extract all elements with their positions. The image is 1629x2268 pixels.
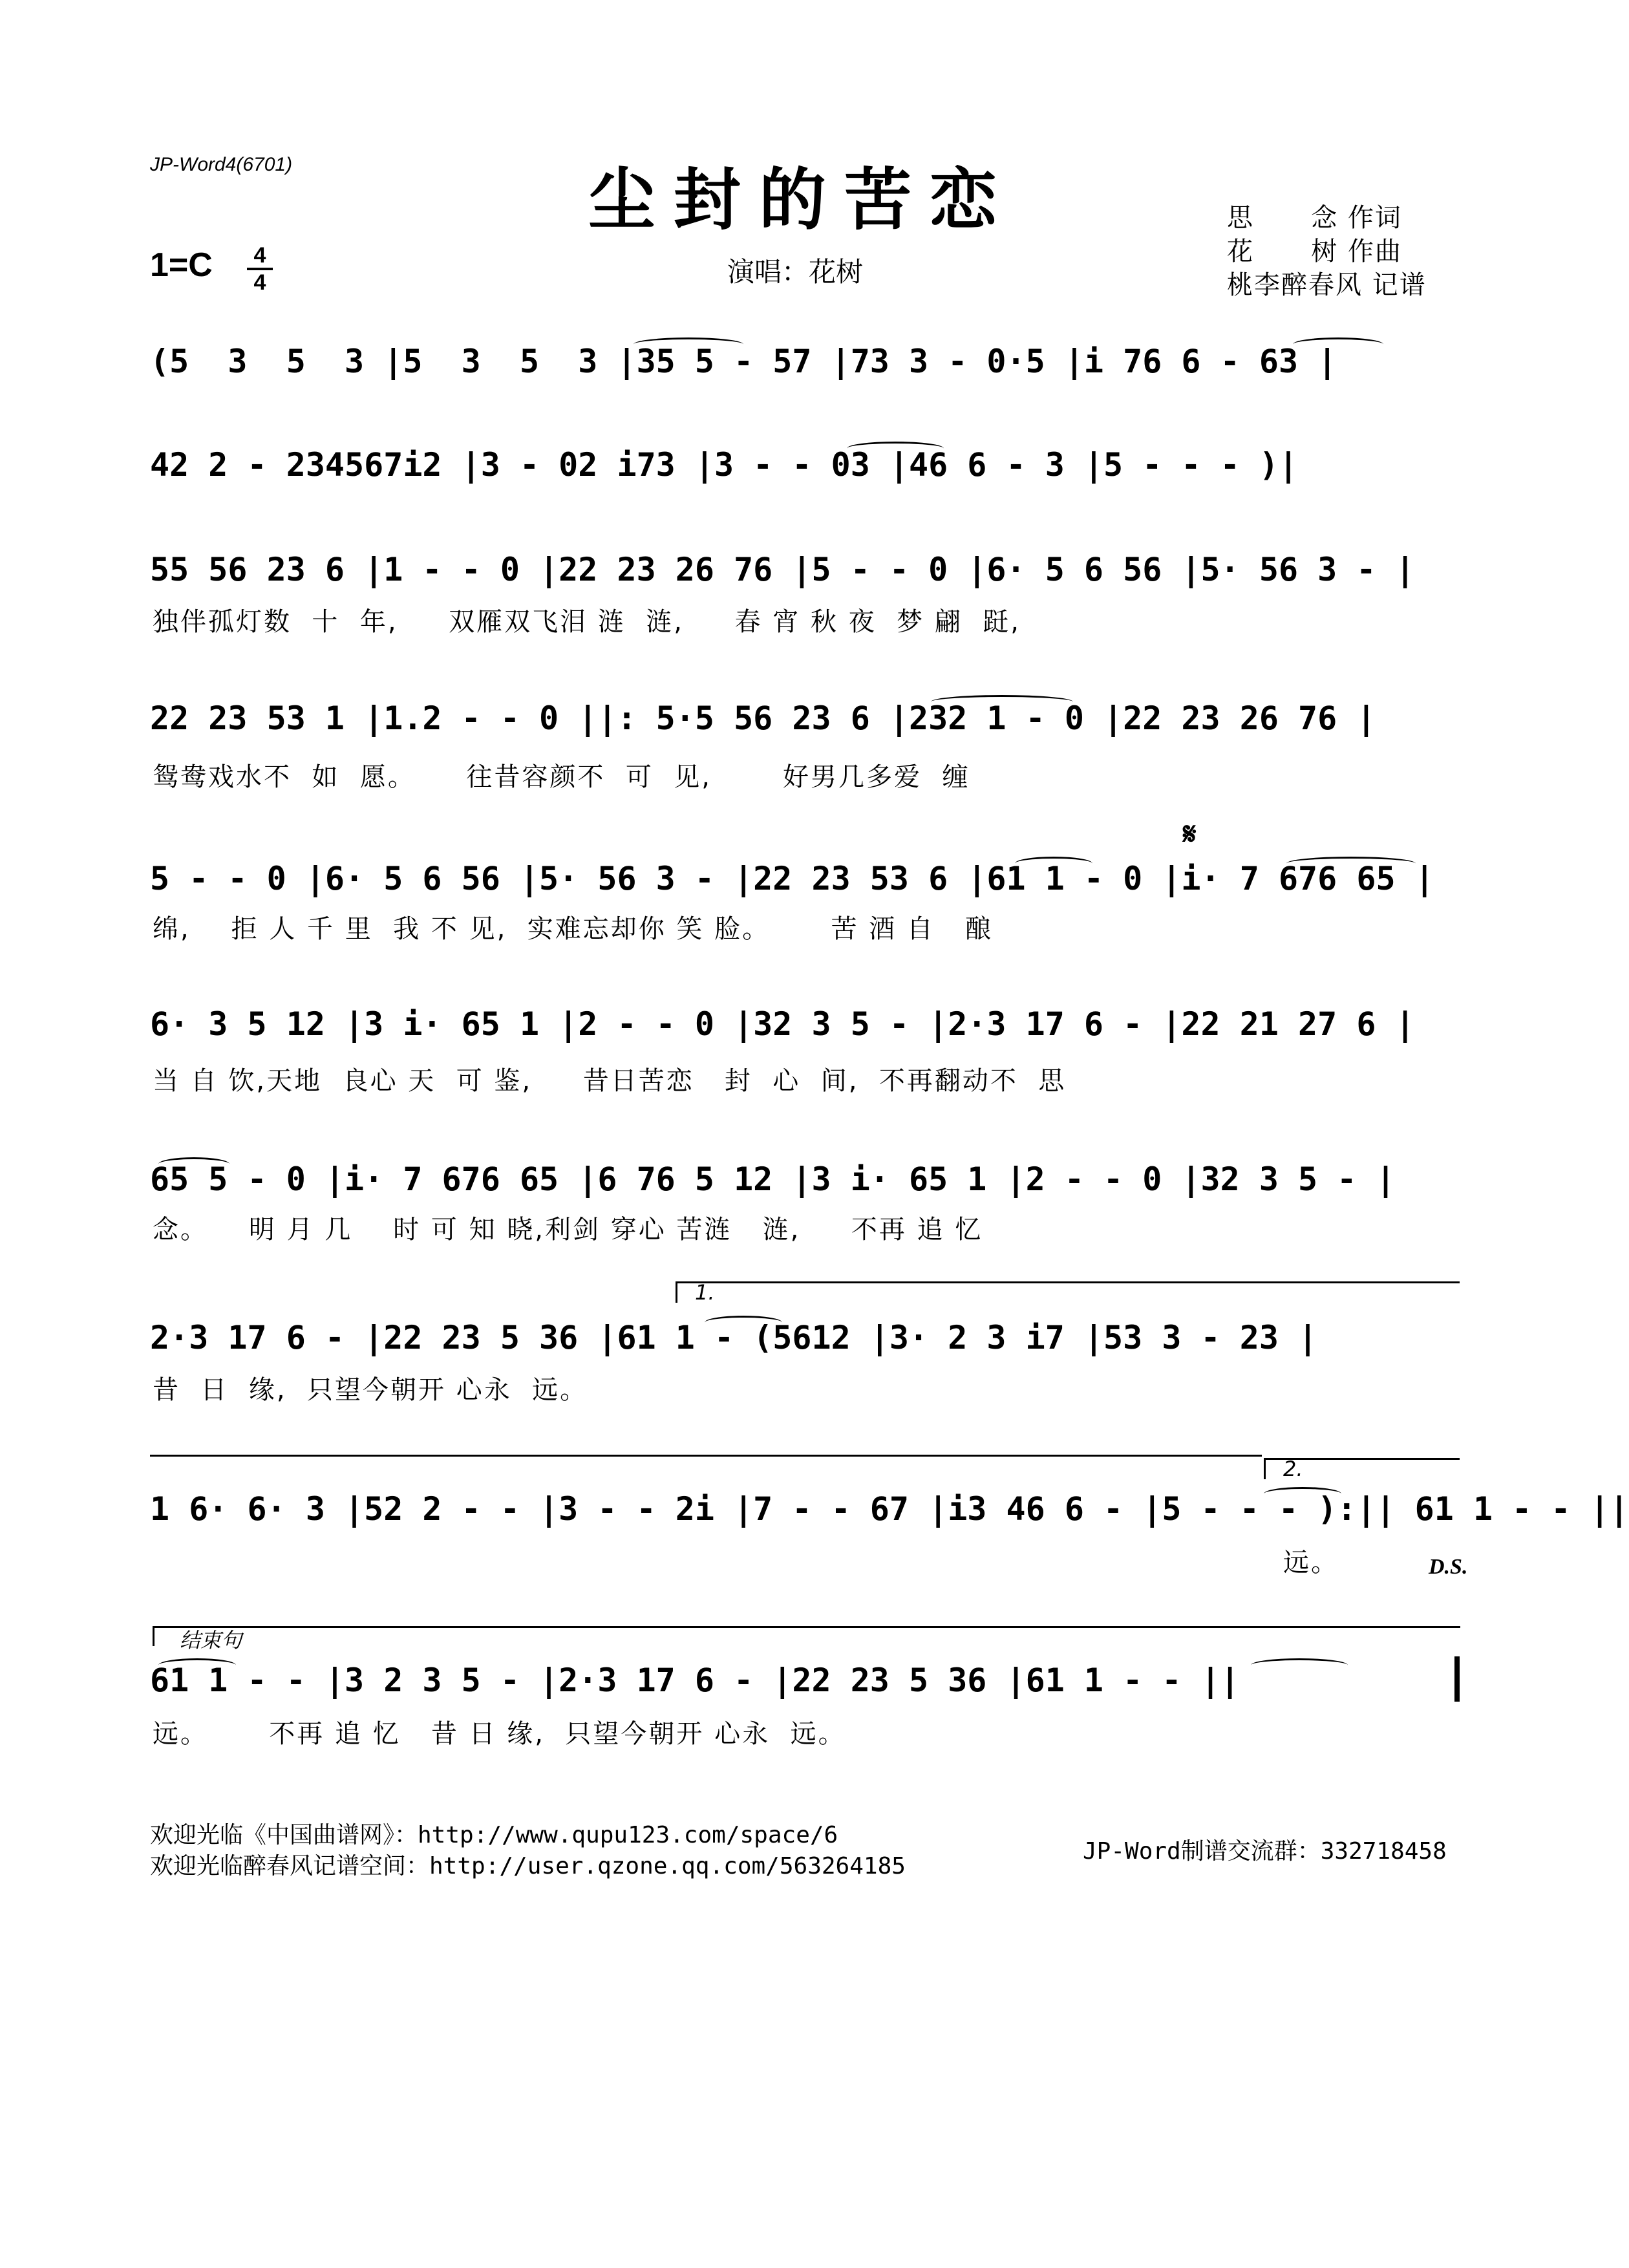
time-signature bbox=[247, 244, 273, 294]
final-barline bbox=[1454, 1656, 1460, 1702]
score-line-4-lyrics: 鸳鸯戏水不 如 愿。 往昔容颜不 可 见, 好男几多爱 缠 bbox=[153, 762, 970, 792]
score-line-8-lyrics: 昔 日 缘, 只望今朝开 心永 远。 bbox=[153, 1375, 588, 1405]
tie-arc bbox=[634, 337, 743, 351]
song-title: 尘封的苦恋 bbox=[588, 160, 1015, 239]
score-line-2-notes: 42 2 - 234567i2 |3 - 02 i73 |3 - - 03 |46 6 - 3 |5 - - - )| bbox=[150, 446, 1299, 484]
footer-blog-link[interactable]: 欢迎光临醉春风记谱空间：http://user.qzone.qq.com/563264185 bbox=[150, 1853, 906, 1879]
score-line-9-notes: 1 6· 6· 3 |52 2 - - |3 - - 2i |7 - - 67 |i3 46 6 - |5 - - - ):|| 61 1 - - || bbox=[150, 1490, 1629, 1528]
time-signature-top: 4 bbox=[253, 243, 266, 268]
transcriber-credit: 桃李醉春风 记谱 bbox=[1227, 270, 1427, 300]
score-line-3-notes: 55 56 23 6 |1 - - 0 |22 23 26 76 |5 - - 0 |6· 5 6 56 |5· 56 3 - | bbox=[150, 551, 1415, 588]
footer-group-info: JP-Word制谱交流群：332718458 bbox=[1083, 1838, 1447, 1865]
score-line-5-notes: 5 - - 0 |6· 5 6 56 |5· 56 3 - |22 23 53 6 |61 1 - 0 |i· 7 676 65 | bbox=[150, 860, 1434, 897]
score-line-4-notes: 22 23 53 1 |1.2 - - 0 ||: 5·5 56 23 6 |232 1 - 0 |22 23 26 76 | bbox=[150, 700, 1376, 737]
score-line-7-lyrics: 念。 明 月 几 时 可 知 晓,利剑 穿心 苦涟 涟, 不再 追 忆 bbox=[153, 1215, 983, 1245]
ending-phrase-bracket bbox=[153, 1626, 1460, 1646]
footer-site-link[interactable]: 欢迎光临《中国曲谱网》：http://www.qupu123.com/space/6 bbox=[150, 1822, 838, 1848]
key-signature: 1=C bbox=[150, 246, 213, 284]
tie-arc bbox=[158, 1157, 229, 1171]
ending-phrase-label: 结束句 bbox=[180, 1628, 242, 1653]
tie-arc bbox=[1293, 337, 1383, 351]
singer-credit: 演唱：花树 bbox=[727, 256, 864, 288]
tie-arc bbox=[158, 1658, 236, 1672]
score-line-6-lyrics: 当 自 饮,天地 良心 天 可 鉴, 昔日苦恋 封 心 间, 不再翻动不 思 bbox=[153, 1066, 1067, 1096]
tie-arc bbox=[1264, 1487, 1341, 1501]
app-tag: JP-Word4(6701) bbox=[150, 154, 293, 175]
segno-sign: 𝄋 bbox=[1183, 816, 1197, 852]
lyricist-credit: 思 念 作词 bbox=[1227, 203, 1403, 233]
first-ending-label: 1. bbox=[695, 1280, 715, 1305]
tie-arc bbox=[1286, 857, 1416, 870]
first-ending-continuation-line bbox=[150, 1455, 1262, 1457]
score-line-9-lyrics: 远。 bbox=[1283, 1548, 1339, 1578]
dal-segno-mark: D.S. bbox=[1429, 1555, 1468, 1579]
score-line-7-notes: 65 5 - 0 |i· 7 676 65 |6 76 5 12 |3 i· 65 1 |2 - - 0 |32 3 5 - | bbox=[150, 1161, 1396, 1198]
score-line-10-lyrics: 远。 不再 追 忆 昔 日 缘, 只望今朝开 心永 远。 bbox=[153, 1719, 846, 1749]
tie-arc bbox=[1251, 1658, 1348, 1672]
tie-arc bbox=[1015, 857, 1092, 870]
first-ending-bracket bbox=[676, 1281, 1460, 1303]
score-line-5-lyrics: 绵, 拒 人 千 里 我 不 见, 实难忘却你 笑 脸。 苦 酒 自 酿 bbox=[153, 914, 994, 944]
score-line-3-lyrics: 独伴孤灯数 十 年, 双雁双飞泪 涟 涟, 春 宵 秋 夜 梦 翩 跹, bbox=[153, 607, 1021, 637]
score-line-10-notes: 61 1 - - |3 2 3 5 - |2·3 17 6 - |22 23 5 36 |61 1 - - || bbox=[150, 1662, 1240, 1699]
composer-credit: 花 树 作曲 bbox=[1227, 237, 1403, 266]
score-line-1-notes: (5 3 5 3 |5 3 5 3 |35 5 - 57 |73 3 - 0·5 |i 76 6 - 63 | bbox=[150, 343, 1337, 380]
tie-arc bbox=[847, 442, 944, 455]
score-line-6-notes: 6· 3 5 12 |3 i· 65 1 |2 - - 0 |32 3 5 - |2·3 17 6 - |22 21 27 6 | bbox=[150, 1005, 1415, 1043]
second-ending-label: 2. bbox=[1283, 1457, 1303, 1481]
tie-arc bbox=[705, 1316, 782, 1329]
score-line-8-notes: 2·3 17 6 - |22 23 5 36 |61 1 - (5612 |3· 2 3 i7 |53 3 - 23 | bbox=[150, 1319, 1318, 1356]
time-signature-bottom: 4 bbox=[253, 270, 266, 295]
tie-arc bbox=[931, 695, 1073, 709]
